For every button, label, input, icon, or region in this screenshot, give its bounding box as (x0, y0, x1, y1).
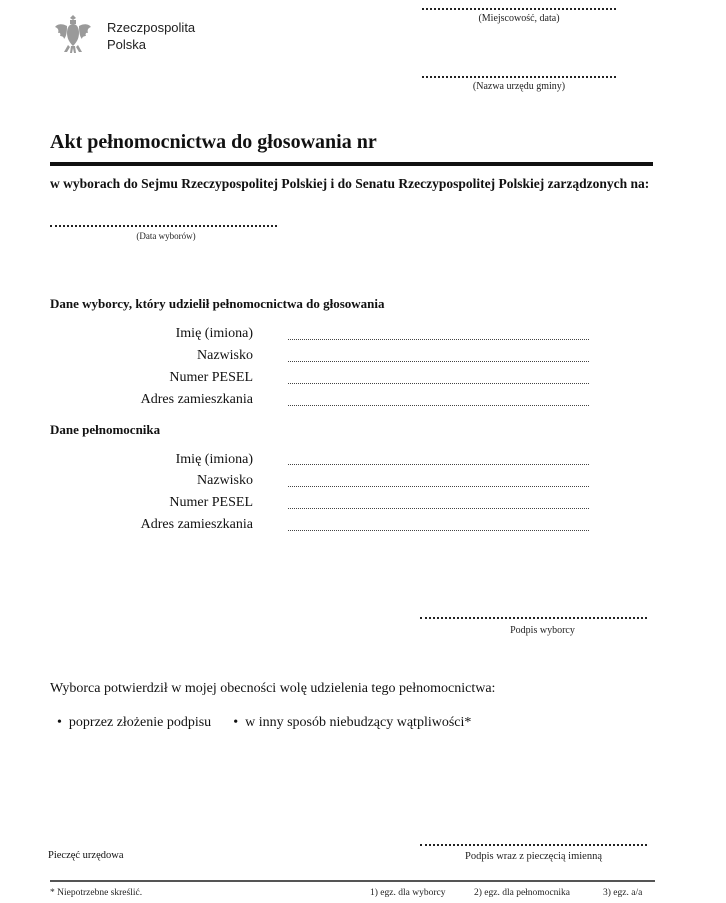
voter-address-label: Adres zamieszkania (140, 392, 253, 407)
proxy-first-name-label: Imię (imiona) (175, 452, 253, 467)
proxy-pesel-field[interactable] (288, 508, 589, 509)
voter-pesel-label: Numer PESEL (169, 370, 253, 385)
office-name-caption: (Nazwa urzędu gminy) (472, 81, 566, 92)
proxy-address-field[interactable] (288, 530, 589, 531)
election-date-line[interactable] (50, 225, 277, 227)
office-name-line[interactable] (422, 76, 616, 78)
footer-rule (50, 880, 655, 882)
proxy-last-name-field[interactable] (288, 486, 589, 487)
footer-copy-2: 2) egz. dla pełnomocnika (474, 888, 571, 898)
logo-line-2: Polska (107, 37, 147, 52)
title-rule (50, 162, 653, 166)
voter-signature-caption: Podpis wyborcy (510, 625, 575, 636)
eagle-emblem-icon (53, 12, 93, 56)
stamp-label: Pieczęć urzędowa (48, 850, 124, 861)
document-subtitle: w wyborach do Sejmu Rzeczypospolitej Polskiej i do Senatu Rzeczypospolitej Polskiej zarządzonych na: (50, 176, 650, 191)
voter-first-name-label: Imię (imiona) (175, 326, 253, 341)
proxy-last-name-label: Nazwisko (197, 473, 253, 488)
proxy-pesel-label: Numer PESEL (169, 495, 253, 510)
place-date-line[interactable] (422, 8, 616, 10)
voter-address-field[interactable] (288, 405, 589, 406)
footer-note: * Niepotrzebne skreślić. (50, 888, 143, 898)
logo-line-1: Rzeczpospolita (107, 20, 196, 35)
proxy-address-label: Adres zamieszkania (140, 517, 253, 532)
voter-section-title: Dane wyborcy, który udzielił pełnomocnictwa do głosowania (50, 296, 385, 311)
footer-copy-3: 3) egz. a/a (603, 888, 643, 898)
voter-signature-line[interactable] (420, 617, 647, 619)
confirmation-text: Wyborca potwierdził w mojej obecności wolę udzielenia tego pełnomocnictwa: (50, 681, 496, 696)
option-signature[interactable]: • poprzez złożenie podpisu (57, 715, 212, 730)
election-date-caption: (Data wyborów) (136, 231, 196, 241)
option-other-way[interactable]: • w inny sposób niebudzący wątpliwości* (233, 715, 472, 730)
confirmation-options (50, 699, 471, 731)
logo-text (107, 19, 195, 53)
voter-last-name-label: Nazwisko (197, 348, 253, 363)
place-date-caption: (Miejscowość, data) (478, 13, 560, 24)
official-signature-caption: Podpis wraz z pieczęcią imienną (464, 851, 603, 862)
official-signature-line[interactable] (420, 844, 647, 846)
proxy-first-name-field[interactable] (288, 464, 589, 465)
voter-pesel-field[interactable] (288, 383, 589, 384)
document-title: Akt pełnomocnictwa do głosowania nr (50, 131, 377, 153)
voter-last-name-field[interactable] (288, 361, 589, 362)
proxy-section-title: Dane pełnomocnika (50, 422, 161, 437)
voter-first-name-field[interactable] (288, 339, 589, 340)
footer-copy-1: 1) egz. dla wyborcy (370, 888, 446, 898)
